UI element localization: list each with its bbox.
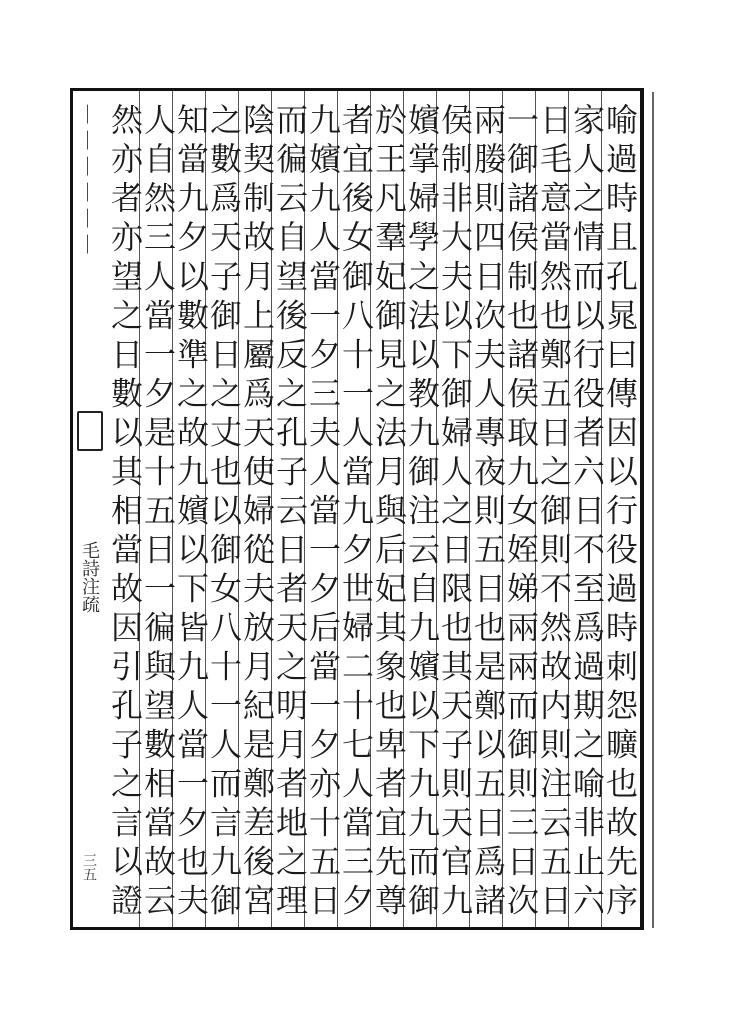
text-column: 之數爲天子御日之丈也以御女八十一人而言九御 xyxy=(205,103,243,923)
text-column: 者宜後女御八十一人當九夕世婦二十七人當三夕 xyxy=(337,103,375,923)
text-column: 一御諸侯制也諸侯取九女姪娣兩兩而御則三日次 xyxy=(502,103,540,923)
text-frame xyxy=(106,88,644,930)
fish-tail-mark xyxy=(77,411,103,451)
text-column: 於王凡羣妃御見之法月與后妃其象也卑者宜先尊 xyxy=(370,103,408,923)
text-column: 喻過時且孔晁曰傳因以行役過時刺怨曠也故先序 xyxy=(601,103,639,923)
text-column: 日毛意當然也鄭五日之御則不然故内則注云五日 xyxy=(535,103,573,923)
text-column: 九嬪九人當一夕三夫人當一夕后當一夕亦十五日 xyxy=(304,103,342,923)
text-column: 而徧云自望後反之孔子云日者天之明月者地之理 xyxy=(271,103,309,923)
text-column: 兩媵則四日次夫人專夜則五日也是鄭以五日爲諸 xyxy=(469,103,507,923)
page-number: 三五 xyxy=(81,853,97,881)
text-column: 嬪掌婦學之法以教九御注云自九嬪以下九九而御 xyxy=(403,103,441,923)
text-column: 侯制非大夫以下御婦人之日限也其天子則天官九 xyxy=(436,103,474,923)
text-column: 知當九夕以數準之故九嬪以下皆九人當一夕也夫 xyxy=(172,103,210,923)
page-margin-strip xyxy=(70,88,106,930)
book-title: 毛詩注疏 xyxy=(79,541,100,613)
text-column: 然亦者亦望之日數以其相當故因引孔子之言以證 xyxy=(106,103,144,923)
page-edge-line xyxy=(652,92,654,928)
text-column: 家人之情而以行役者六日不至爲過期之喻非止六 xyxy=(568,103,606,923)
text-column: 人自然三人當一夕是十五日一徧與望數相當故云 xyxy=(139,103,177,923)
margin-ornament: ︱︱︱︱︱︱ xyxy=(73,103,98,259)
text-column: 陰契制故月上屬爲天使婦從夫放月紀是鄭差後宮 xyxy=(238,103,276,923)
